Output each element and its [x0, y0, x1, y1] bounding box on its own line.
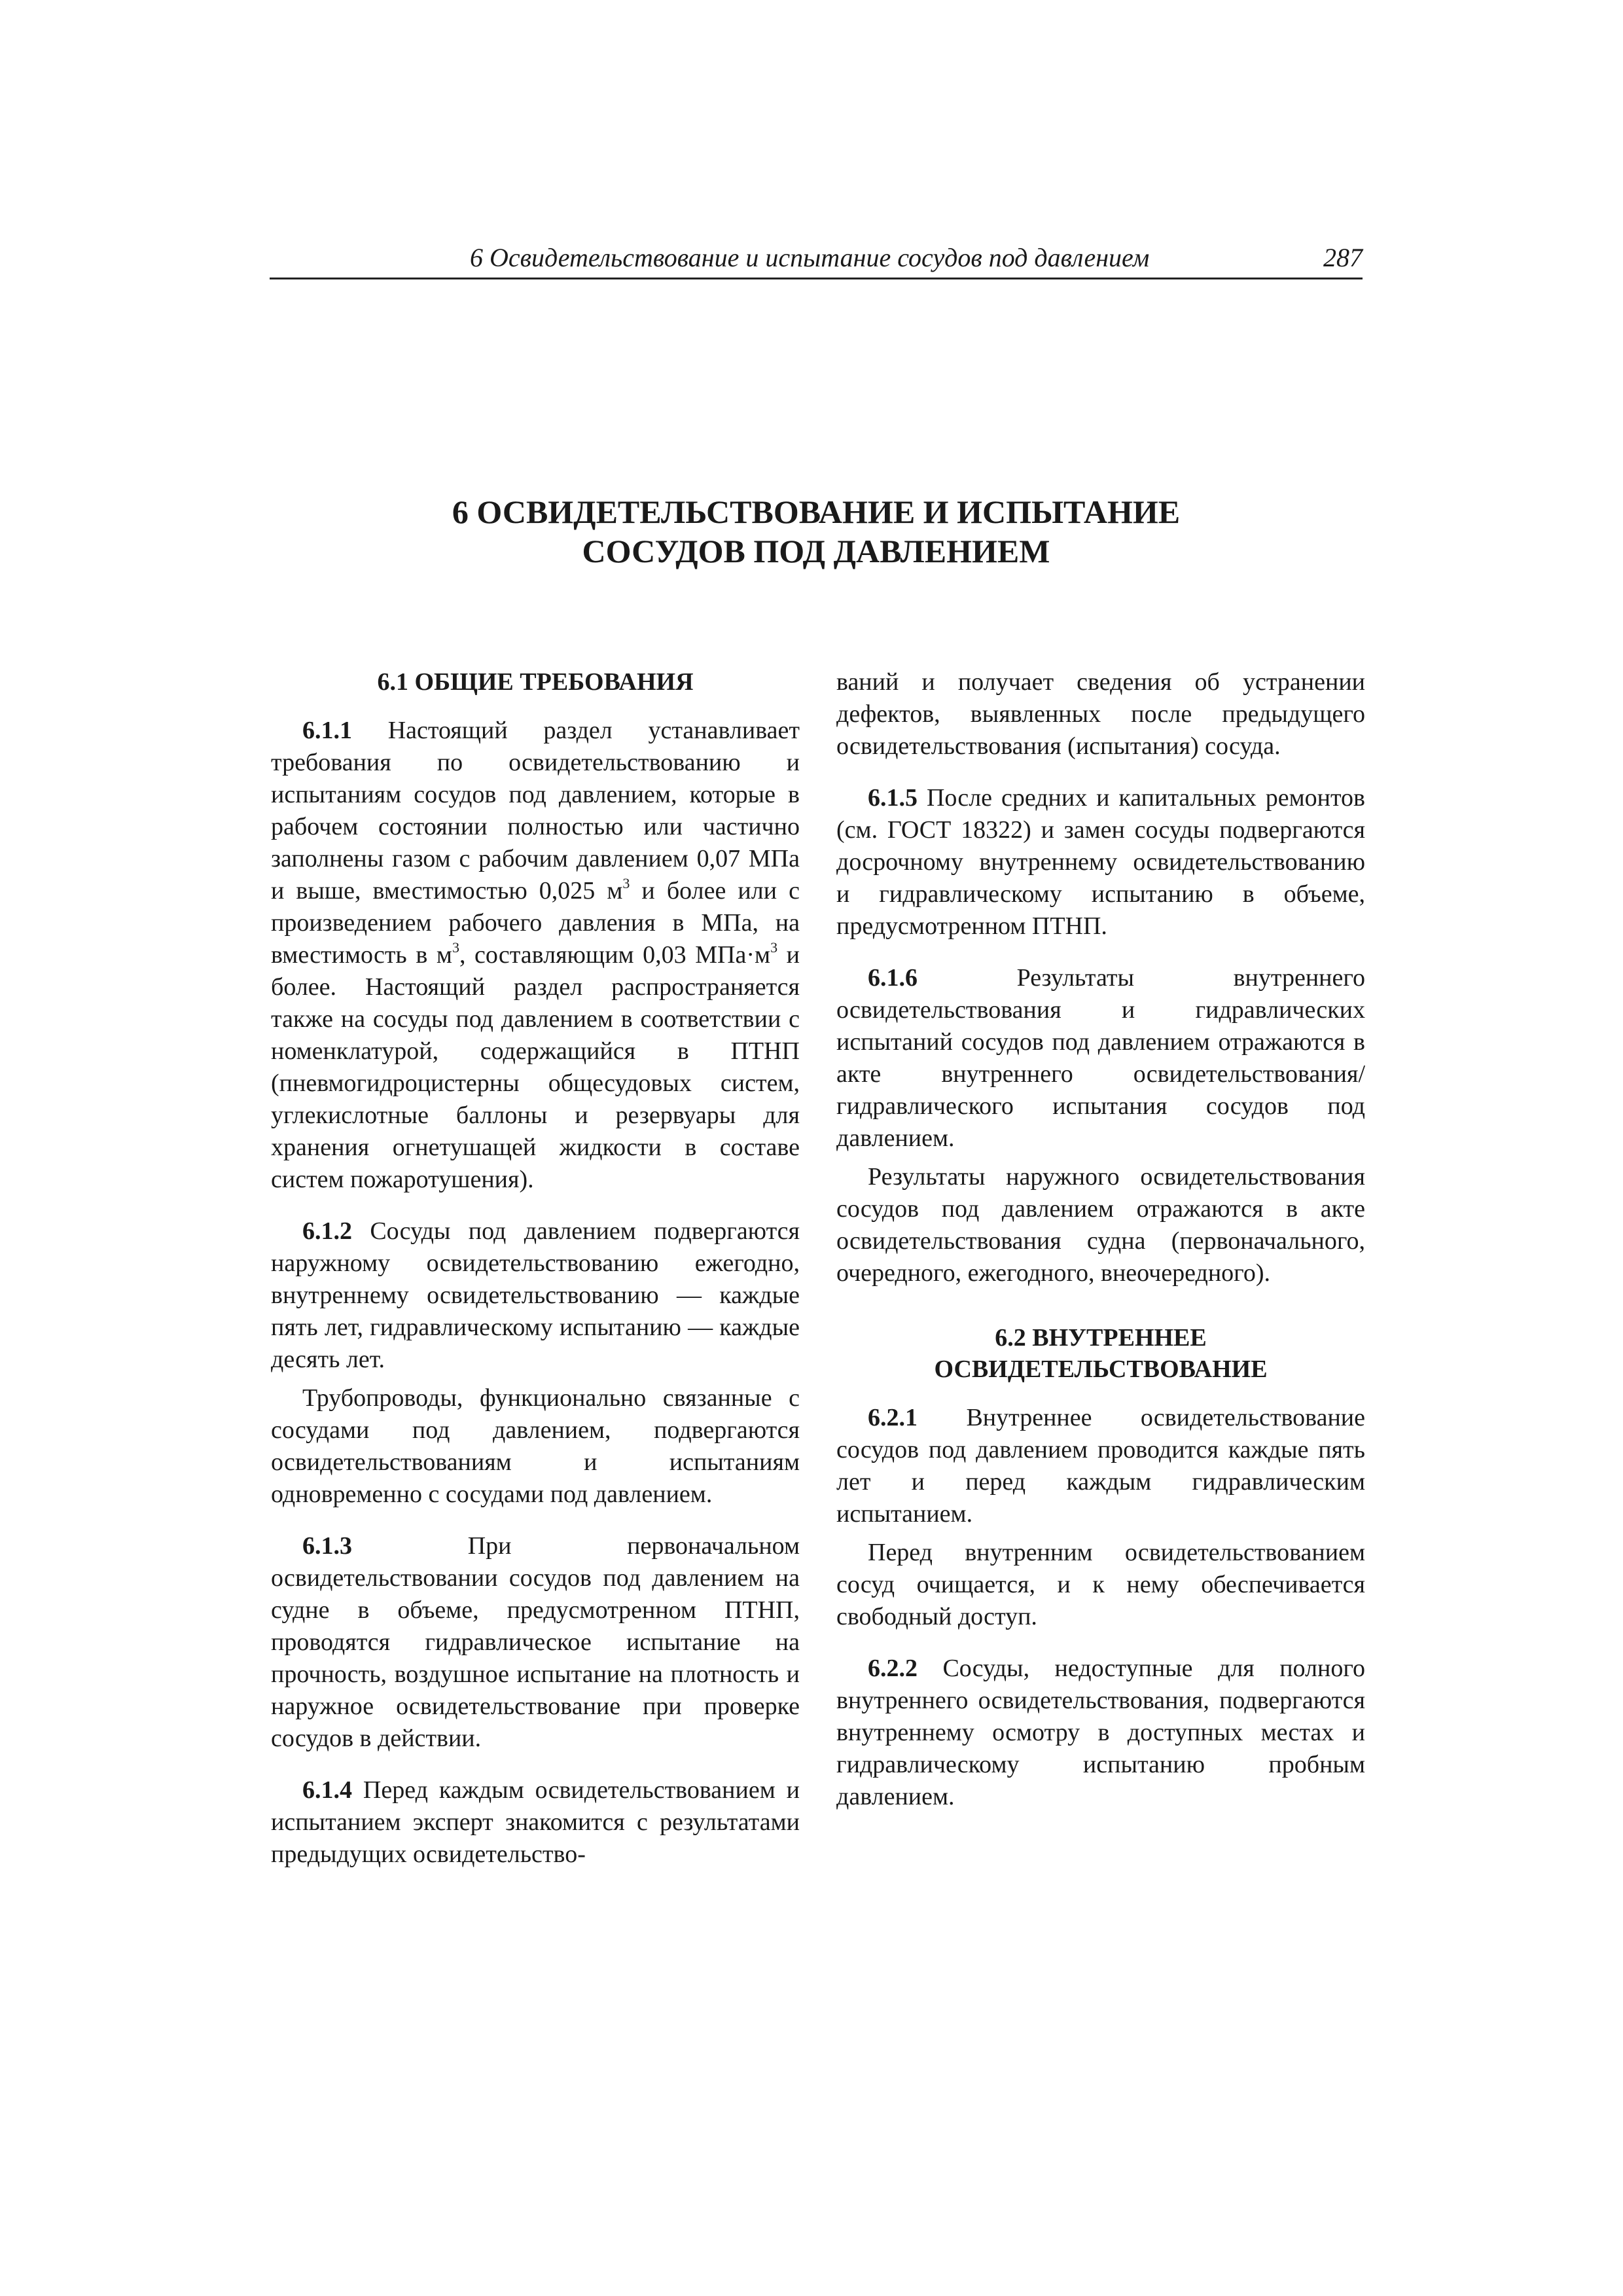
paragraph-6-1-6-continued: Результаты наружного освидетельствования сосудов под давлением отражаются в акте освидетельствования судна (первоначального, очередного, ежегодного, внеочередного).: [836, 1163, 1365, 1287]
paragraph-6-1-1: [271, 715, 800, 1196]
running-title: 6 Освидетельствование и испытание сосудов под давлением: [470, 243, 1150, 272]
clause-number: 6.1.3: [302, 1532, 352, 1560]
clause-number: 6.2.2: [868, 1655, 918, 1682]
clause-number: 6.1.5: [868, 784, 918, 812]
clause-number: 6.1.2: [302, 1217, 352, 1245]
paragraph-6-1-6: [836, 962, 1365, 1155]
left-column: [271, 666, 800, 1871]
section-6-2-heading-line-2: ОСВИДЕТЕЛЬСТВОВАНИЕ: [934, 1355, 1268, 1383]
paragraph-text: , составляющим 0,03 МПа·м: [459, 941, 771, 969]
paragraph-text: Внутреннее освидетельствование сосудов под давлением проводится каждые пять лет и перед каждым гидравлическим испытанием.: [836, 1404, 1365, 1528]
chapter-title-line-1: 6 ОСВИДЕТЕЛЬСТВОВАНИЕ И ИСПЫТАНИЕ: [452, 493, 1181, 530]
section-6-1-heading: 6.1 ОБЩИЕ ТРЕБОВАНИЯ: [377, 668, 694, 696]
paragraph-text: Результаты внутреннего освидетельствования и гидравлических испытаний сосудов под давлением отражаются в акте внутреннего освидетельствования/гидравлического испытания сосудов под давлением.: [836, 964, 1365, 1152]
paragraph-text: Сосуды под давлением подвергаются наружному освидетельствованию ежегодно, внутреннему освидетельствованию — каждые пять лет, гидравлическому испытанию — каждые десять лет.: [271, 1217, 800, 1373]
paragraph-6-1-3: [271, 1530, 800, 1755]
clause-number: 6.1.6: [868, 964, 918, 992]
paragraph-6-1-4: [271, 1774, 800, 1871]
superscript: 3: [770, 939, 778, 956]
clause-number: 6.1.1: [302, 717, 352, 744]
chapter-title-line-2: СОСУДОВ ПОД ДАВЛЕНИЕМ: [582, 533, 1050, 569]
section-6-2-heading-line-1: 6.2 ВНУТРЕННЕЕ: [995, 1324, 1207, 1352]
chapter-title: [270, 492, 1363, 571]
paragraph-text: Сосуды, недоступные для полного внутреннего освидетельствования, подвергаются внутреннему осмотру в доступных местах и гидравлическому испытанию пробным давлением.: [836, 1655, 1365, 1810]
superscript: 3: [452, 939, 459, 956]
paragraph-6-2-1-continued: Перед внутренним освидетельствованием сосуд очищается, и к нему обеспечивается свободный доступ.: [836, 1539, 1365, 1630]
section-6-2-heading: [836, 1322, 1365, 1385]
paragraph-text: При первоначальном освидетельствовании сосудов под давлением на судне в объеме, предусмотренном ПТНП, проводятся гидравлическое испытание на прочность, воздушное испытание на плотность и наружное освидетельствование при проверке сосудов в действии.: [271, 1532, 800, 1752]
running-head: [270, 238, 1363, 279]
paragraph-text: Перед каждым освидетельствованием и испытанием эксперт знакомится с результатами предыдущих освидетельство-: [271, 1776, 800, 1868]
page-number: 287: [1323, 243, 1363, 272]
clause-number: 6.2.1: [868, 1404, 918, 1431]
paragraph-text: После средних и капитальных ремонтов (см. ГОСТ 18322) и замен сосуды подвергаются досрочному внутреннему освидетельствованию и гидравлическому испытанию в объеме, предусмотренном ПТНП.: [836, 784, 1365, 940]
paragraph-6-1-5: [836, 782, 1365, 942]
paragraph-6-1-2-continued: Трубопроводы, функционально связанные с сосудами под давлением, подвергаются освидетельствованиям и испытаниям одновременно с сосудами под давлением.: [271, 1384, 800, 1508]
clause-number: 6.1.4: [302, 1776, 352, 1804]
paragraph-text: и более. Настоящий раздел распространяется также на сосуды под давлением в соответствии с номенклатурой, содержащийся в ПТНП (пневмогидроцистерны общесудовых систем, углекислотные баллоны и резервуары для хранения огнетушащей жидкости в составе систем пожаротушения).: [271, 941, 800, 1193]
paragraph-6-2-2: [836, 1653, 1365, 1813]
right-column: [836, 666, 1365, 1813]
paragraph-6-2-1: [836, 1402, 1365, 1530]
paragraph-6-1-2: [271, 1215, 800, 1376]
paragraph-text: и более или с произведением рабочего давления в МПа, на вместимость в м: [271, 877, 800, 969]
superscript: 3: [622, 875, 630, 891]
paragraph-6-1-4-continued: ваний и получает сведения об устранении дефектов, выявленных после предыдущего освидетельствования (испытания) сосуда.: [836, 668, 1365, 760]
paragraph-text: Настоящий раздел устанавливает требования по освидетельствованию и испытаниям сосудов под давлением, которые в рабочем состоянии полностью или частично заполнены газом с рабочим давлением 0,07 МПа и выше, вместимостью 0,025 м: [271, 717, 800, 905]
